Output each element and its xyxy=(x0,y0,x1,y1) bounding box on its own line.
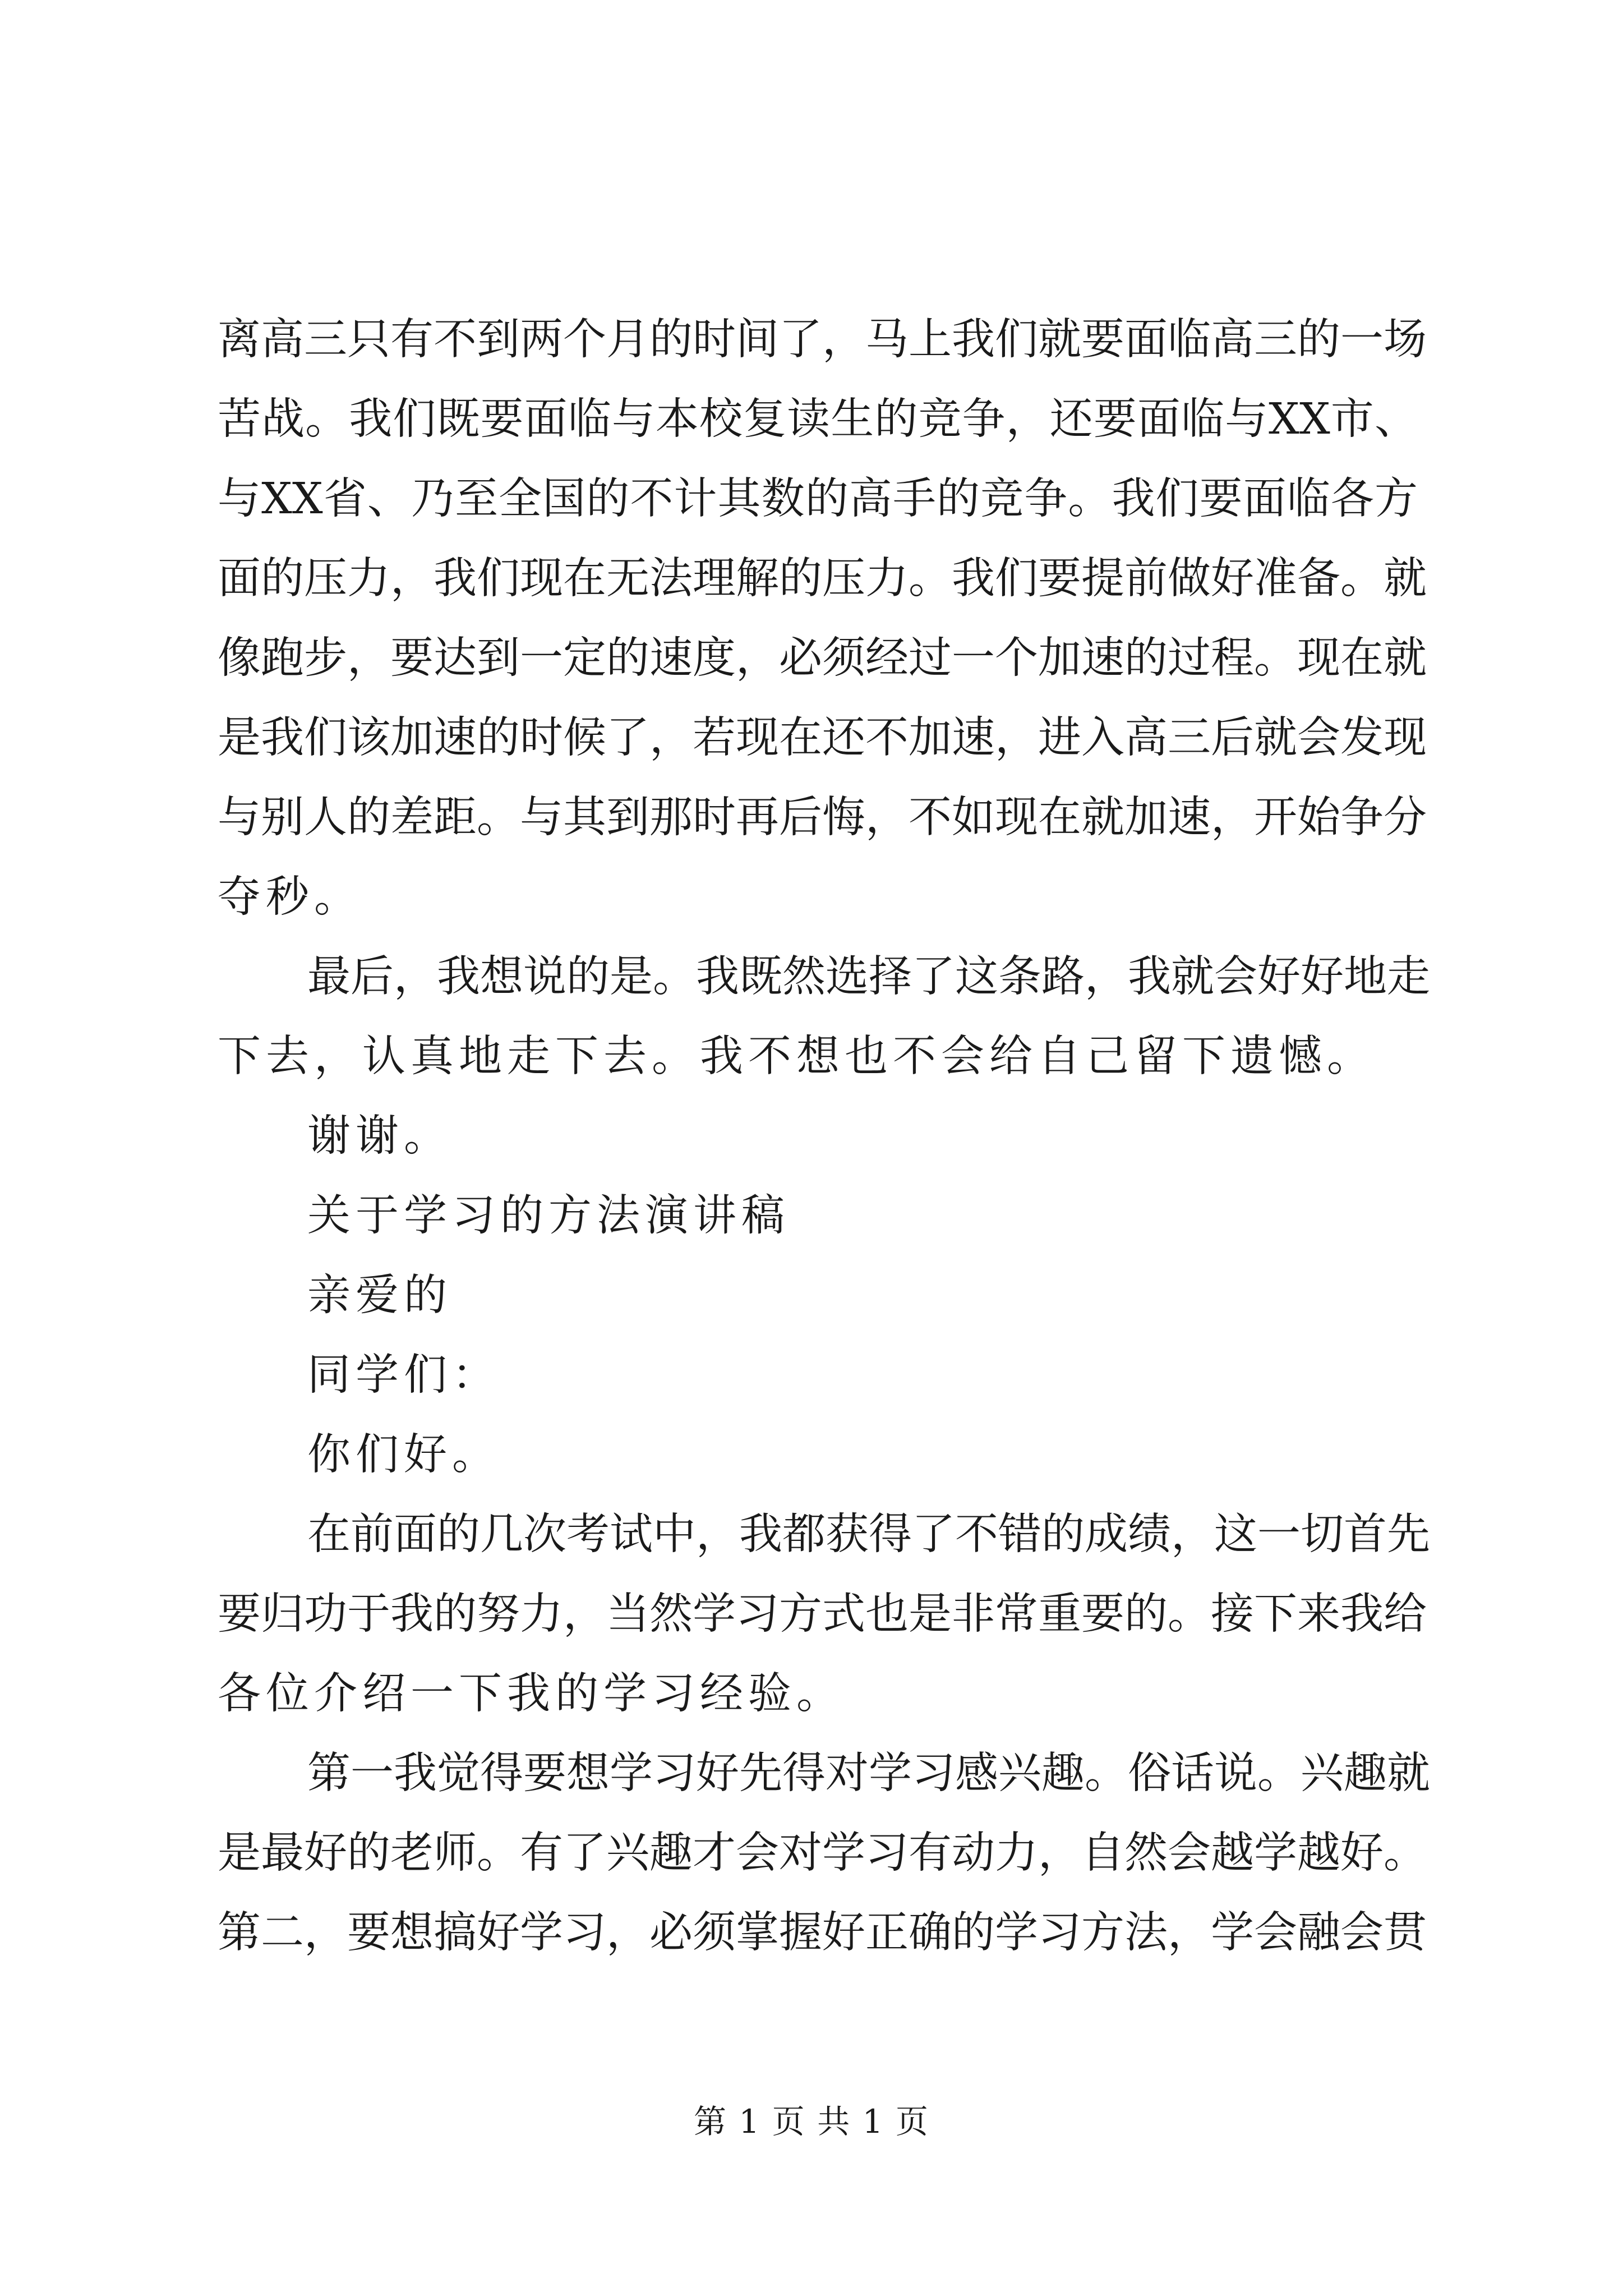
text-line: 是最好的老师。有了兴趣才会对学习有动力，自然会越学越好。 xyxy=(218,1828,1427,1878)
text-line: 是我们该加速的时候了，若现在还不加速，进入高三后就会发现 xyxy=(218,713,1427,763)
text-line: 第二，要想搞好学习，必须掌握好正确的学习方法，学会融会贯 xyxy=(218,1908,1427,1958)
text-line: 与别人的差距。与其到那时再后悔，不如现在就加速，开始争分 xyxy=(218,793,1427,843)
paragraph-start-line: 第一我觉得要想学习好先得对学习感兴趣。俗话说。兴趣就 xyxy=(307,1749,1430,1798)
text-line: 面的压力，我们现在无法理解的压力。我们要提前做好准备。就 xyxy=(218,554,1427,604)
text-line: 与XX省、乃至全国的不计其数的高手的竞争。我们要面临各方 xyxy=(218,474,1418,524)
text-line: 苦战。我们既要面临与本校复读生的竞争，还要面临与XX市、 xyxy=(218,394,1418,444)
paragraph-start-line: 在前面的几次考试中，我都获得了不错的成绩，这一切首先 xyxy=(307,1510,1430,1559)
text-line: 下去，认真地走下去。我不想也不会给自己留下遗憾。 xyxy=(218,1032,1375,1082)
document-body xyxy=(218,300,1430,1973)
text-line: 离高三只有不到两个月的时间了，马上我们就要面临高三的一场 xyxy=(218,315,1427,365)
paragraph-start-line: 谢谢。 xyxy=(307,1111,452,1161)
salutation-line: 亲爱的 xyxy=(307,1271,452,1320)
page-footer: 第 1 页 共 1 页 xyxy=(694,2102,929,2141)
text-line: 像跑步，要达到一定的速度，必须经过一个加速的过程。现在就 xyxy=(218,633,1427,683)
text-line: 各位介绍一下我的学习经验。 xyxy=(218,1669,845,1719)
salutation-line: 同学们： xyxy=(307,1350,500,1400)
greeting-line: 你们好。 xyxy=(307,1430,500,1480)
text-line: 要归功于我的努力，当然学习方式也是非常重要的。接下来我给 xyxy=(218,1589,1427,1639)
paragraph-start-line: 最后，我想说的是。我既然选择了这条路，我就会好好地走 xyxy=(307,952,1430,1002)
text-line: 夺秒。 xyxy=(218,872,362,922)
speech-title: 关于学习的方法演讲稿 xyxy=(307,1191,790,1241)
